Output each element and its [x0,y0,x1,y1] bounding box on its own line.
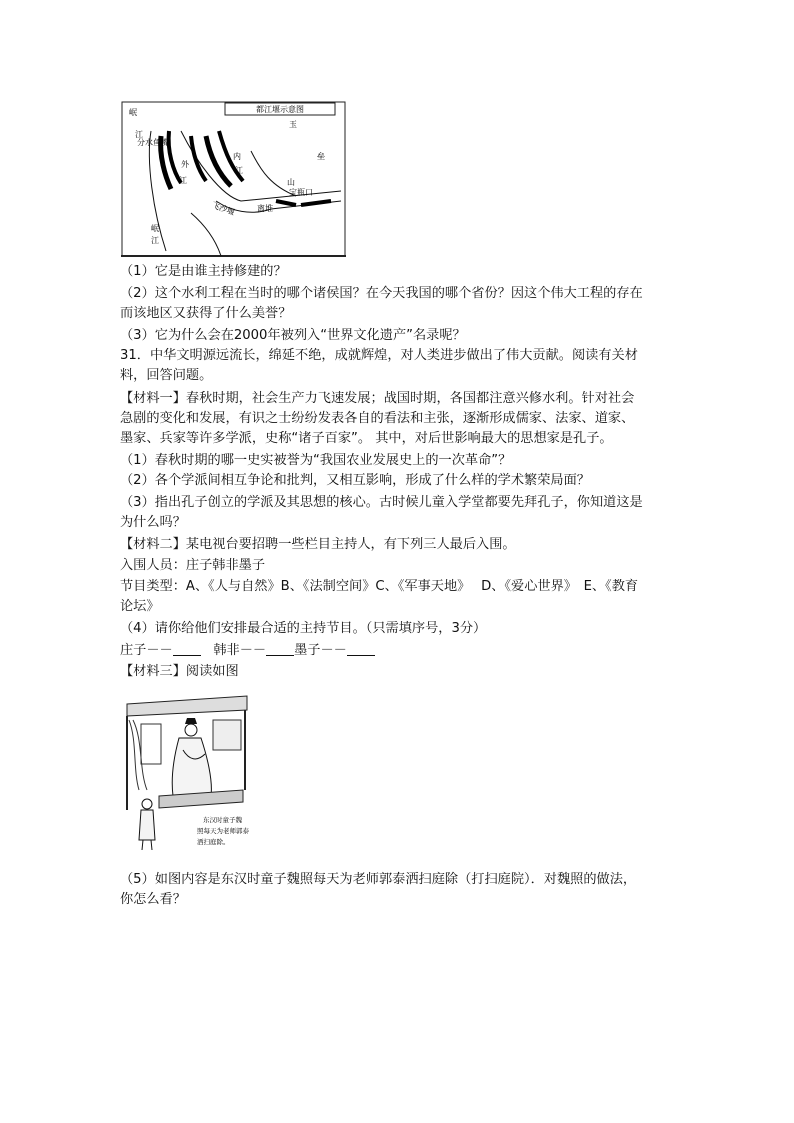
map-label-min1: 岷 [129,108,137,117]
finalists: 入围人员：庄子韩非墨子 [120,558,266,573]
material-2: 【材料二】某电视台要招聘一些栏目主持人，有下列三人最后入围。 [120,537,516,552]
answer-zhuangzi-label: 庄子－－ [120,643,173,658]
map-label-min2: 岷 [151,224,159,233]
map-label-fenshui: 分水鱼嘴 [137,138,169,147]
picture-caption-1: 东汉时童子魏 [203,816,242,824]
program-types-line2: 论坛》 [120,599,160,614]
answer-hanfei-blank[interactable] [266,641,294,656]
question-1: （1）它是由谁主持修建的？ [120,264,287,279]
answer-line [120,641,680,661]
map-label-baoping: 宝瓶口 [289,188,313,197]
wei-zhao-illustration [123,690,251,857]
answer-mozi-label: 墨子－－ [294,643,347,658]
material-3: 【材料三】阅读如图 [120,664,239,679]
question-3: （3）它为什么会在2000年被列入“世界文化遗产”名录呢？ [120,328,466,343]
material-1-line1: 【材料一】春秋时期，社会生产力飞速发展；战国时期，各国都注意兴修水利。针对社会 [120,391,635,406]
sub-question-3-line2: 为什么吗？ [120,515,186,530]
question-31-line1: 31．中华文明源远流长，绵延不绝，成就辉煌，对人类进步做出了伟大贡献。阅读有关材 [120,348,638,363]
sub-question-5-line2: 你怎么看？ [120,892,186,907]
dujiangyan-map [121,101,346,257]
sub-question-5-line1: （5）如图内容是东汉时童子魏照每天为老师郭泰洒扫庭除（打扫庭院）．对魏照的做法， [120,872,637,887]
map-title: 都江堰示意图 [256,105,304,114]
map-label-jiang3: 江 [235,166,243,175]
map-label-jiang1: 江 [135,130,143,139]
answer-hanfei-label: 韩非－－ [213,643,267,658]
question-31-line2: 料，回答问题。 [120,368,213,383]
map-label-yu: 玉 [289,120,297,129]
answer-zhuangzi-blank[interactable] [173,641,201,656]
map-label-jiang4: 江 [151,236,159,245]
program-types-line1: 节目类型：A、《人与自然》B、《法制空间》C、《军事天地》 D、《爱心世界》 E、《教育 [120,579,639,594]
picture-caption-3: 洒扫庭除。 [197,838,230,846]
map-label-lei: 垒 [317,152,325,161]
map-label-feishayan: 飞沙堰 [210,200,236,218]
map-label-lidui: 离堆 [257,204,273,213]
question-2-line1: （2）这个水利工程在当时的哪个诸侯国？在今天我国的哪个省份？因这个伟大工程的存在 [120,286,643,301]
map-label-nei: 内 [233,152,241,161]
sub-question-2: （2）各个学派间相互争论和批判，又相互影响，形成了什么样的学术繁荣局面？ [120,473,590,488]
material-1-line2: 急剧的变化和发展，有识之士纷纷发表各自的看法和主张，逐渐形成儒家、法家、道家、 [120,411,635,426]
sub-question-3-line1: （3）指出孔子创立的学派及其思想的核心。古时候儿童入学堂都要先拜孔子，你知道这是 [120,495,643,510]
sub-question-4: （4）请你给他们安排最合适的主持节目。（只需填序号，3分） [120,621,487,636]
material-1-line3: 墨家、兵家等许多学派，史称“诸子百家”。 其中，对后世影响最大的思想家是孔子。 [120,431,613,446]
picture-caption-2: 照每天为老师郭泰 [197,827,249,835]
question-2-line2: 而该地区又获得了什么美誉？ [120,306,292,321]
map-label-wai: 外 [181,160,189,169]
answer-mozi-blank[interactable] [347,641,375,656]
map-label-shan: 山 [287,178,295,187]
sub-question-1: （1）春秋时期的哪一史实被誉为“我国农业发展史上的一次革命”？ [120,453,512,468]
map-label-jiang2: 江 [179,176,187,185]
